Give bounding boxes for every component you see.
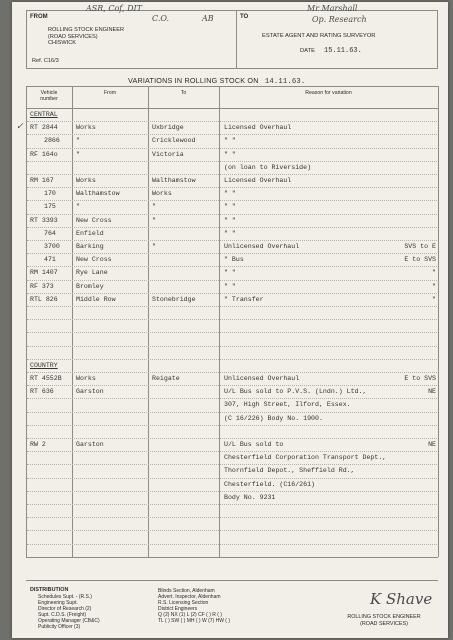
from-cell: New Cross xyxy=(76,256,112,264)
reason-cell: " " xyxy=(224,150,236,158)
reason-cell: 307, High Street, Ilford, Essex. xyxy=(224,401,351,409)
reason-cell: " " xyxy=(224,203,236,211)
table-row xyxy=(26,349,438,360)
table-row xyxy=(26,243,438,254)
table-row xyxy=(26,256,438,267)
from-cell: Works xyxy=(76,375,96,382)
table-row xyxy=(26,217,438,228)
table-row xyxy=(26,494,438,505)
table-row xyxy=(26,137,438,148)
table-row xyxy=(26,164,438,175)
column-header: Reason for variation xyxy=(305,90,352,96)
table-row xyxy=(26,111,438,122)
to-cell: Victoria xyxy=(152,150,184,158)
vehicle-number-cell: 3700 xyxy=(44,243,60,250)
from-line-1: ROLLING STOCK ENGINEER xyxy=(48,27,125,33)
vehicle-number-cell: 764 xyxy=(44,229,56,237)
reason-cell: " " xyxy=(224,190,236,198)
note-cell: E to SVS xyxy=(404,375,436,382)
dist-item: Director of Research (2) xyxy=(38,606,92,612)
reason-cell: " Transfer xyxy=(224,295,264,303)
vehicle-number-cell: 175 xyxy=(44,203,56,211)
handwritten-recipient: Mr Marshall xyxy=(307,4,358,13)
to-cell: Stonebridge xyxy=(152,295,196,303)
table-top-rule xyxy=(26,86,438,87)
from-cell: Garston xyxy=(76,388,104,396)
reason-cell: " " xyxy=(224,269,236,277)
from-cell: Bromley xyxy=(76,282,104,290)
from-cell: " xyxy=(76,137,80,145)
dist-item: District Engineers xyxy=(158,606,198,612)
from-cell: " xyxy=(76,203,80,211)
table-header-rule xyxy=(26,108,438,109)
sign-line-2: (ROAD SERVICES) xyxy=(360,620,408,627)
reason-cell: " Bus xyxy=(224,256,244,264)
table-row xyxy=(26,230,438,241)
vehicle-number-cell: RT 636 xyxy=(30,388,54,396)
to-cell: Cricklewood xyxy=(152,137,196,145)
dist-item: TL ( ) SW ( ) MH ( ) W (7) HW ( ) xyxy=(158,618,231,624)
table-row xyxy=(26,203,438,214)
reason-cell: (C 16/226) Body No. 1900. xyxy=(224,414,323,422)
table-row xyxy=(26,151,438,162)
note-cell: NE xyxy=(428,441,436,448)
header-divider xyxy=(236,10,237,69)
reason-cell: " " xyxy=(224,229,236,237)
table-row xyxy=(26,467,438,478)
from-cell: " xyxy=(76,150,80,158)
reason-cell: Unlicensed Overhaul xyxy=(224,243,300,250)
dist-item: Advert. Inspector, Aldenham xyxy=(158,594,221,600)
table-row xyxy=(26,335,438,346)
signature: K Shave xyxy=(370,590,433,608)
table-row xyxy=(26,533,438,544)
to-cell: Walthamstow xyxy=(152,177,196,184)
margin-tick-mark: ✓ xyxy=(16,122,24,133)
vehicle-number-cell: 2866 xyxy=(44,137,60,145)
reference: Ref. C16/3 xyxy=(32,58,59,64)
reason-cell: " " xyxy=(224,216,236,224)
vehicle-number-cell: RM 167 xyxy=(30,177,54,184)
dist-item: Schedules Supt. - (R.S.) xyxy=(38,594,92,600)
from-label: FROM xyxy=(30,14,48,20)
distribution-list-1 xyxy=(38,594,100,630)
vehicle-number-cell: RM 1407 xyxy=(30,269,58,277)
column-header: From xyxy=(103,90,117,96)
dist-item: R.S. Licensing Section xyxy=(158,600,209,606)
handwritten-cc: C.O. xyxy=(152,14,170,23)
to-cell: " xyxy=(152,203,156,211)
table-row xyxy=(26,441,438,452)
date-label: DATE xyxy=(300,48,316,54)
header-left-rule xyxy=(26,10,27,69)
table-row xyxy=(26,283,438,294)
from-cell: Middle Row xyxy=(76,295,116,303)
reason-cell: Body No. 9231 xyxy=(224,493,276,501)
to-cell: Uxbridge xyxy=(152,124,184,132)
handwritten-cc-2: AB xyxy=(202,14,214,23)
table-row xyxy=(26,415,438,426)
table-row xyxy=(26,520,438,531)
reason-cell: " " xyxy=(224,137,236,145)
table-row xyxy=(26,322,438,333)
from-line-2: (ROAD SERVICES) xyxy=(48,33,98,40)
table-row xyxy=(26,362,438,373)
distribution-label: DISTRIBUTION xyxy=(30,587,69,593)
vehicle-number-cell: 170 xyxy=(44,190,56,198)
reason-cell: U/L Bus sold to xyxy=(224,441,284,448)
header-right-rule xyxy=(437,10,438,69)
reason-cell: Licensed Overhaul xyxy=(224,124,292,132)
distribution-list-2 xyxy=(158,588,230,624)
dist-item: Publicity Officer (3) xyxy=(38,624,81,630)
table-row xyxy=(26,269,438,280)
dist-item: Engineering Supt. xyxy=(38,600,78,606)
note-cell: SVS to E xyxy=(404,243,436,250)
reason-cell: U/L Bus sold to P.V.S. (Lndn.) Ltd., xyxy=(224,388,367,396)
vehicle-number-cell: RF 164o xyxy=(30,150,58,158)
note-cell: " xyxy=(432,269,436,277)
table-row xyxy=(26,428,438,439)
from-cell: New Cross xyxy=(76,216,112,224)
vehicle-number-cell: RT 4552B xyxy=(30,375,62,382)
table-row xyxy=(26,124,438,135)
form-title-text: VARIATIONS IN ROLLING STOCK ON xyxy=(128,76,259,85)
vehicle-number-cell: RT 2844 xyxy=(30,124,58,132)
sign-line-1: ROLLING STOCK ENGINEER xyxy=(347,614,421,620)
table-column-rule xyxy=(438,86,439,557)
table-row xyxy=(26,481,438,492)
date-value: 15.11.63. xyxy=(324,47,362,55)
note-cell: " xyxy=(432,295,436,303)
from-address xyxy=(48,27,124,47)
vehicle-number-cell: RF 373 xyxy=(30,282,54,290)
header-bottom-rule xyxy=(26,68,438,69)
table-row xyxy=(26,388,438,399)
reason-cell: Chesterfield Corporation Transport Dept., xyxy=(224,454,387,462)
from-cell: Rye Lane xyxy=(76,269,108,277)
note-cell: E to SVS xyxy=(404,256,436,264)
reason-cell: Chesterfield. (C16/261) xyxy=(224,480,316,488)
to-cell: " xyxy=(152,216,156,224)
reason-cell: Thornfield Depot., Sheffield Rd., xyxy=(224,467,355,475)
from-cell: Garston xyxy=(76,441,104,448)
from-cell: Works xyxy=(76,124,96,132)
from-cell: Enfield xyxy=(76,229,104,237)
table-row xyxy=(26,177,438,188)
column-header: Vehicle number xyxy=(40,90,58,102)
note-cell: " xyxy=(432,282,436,290)
dist-item: Blinds Section, Aldenham xyxy=(158,588,215,594)
to-cell: Works xyxy=(152,190,172,198)
from-cell: Works xyxy=(76,177,96,184)
vehicle-number-cell: COUNTRY xyxy=(30,361,58,369)
from-cell: Walthamstow xyxy=(76,190,120,198)
signatory-title xyxy=(336,614,432,627)
table-row xyxy=(26,375,438,386)
to-label: TO xyxy=(240,14,249,20)
to-cell: " xyxy=(152,243,156,250)
table-row xyxy=(26,190,438,201)
table-row xyxy=(26,296,438,307)
form-title xyxy=(128,76,305,86)
vehicle-number-cell: RT 3393 xyxy=(30,216,58,224)
note-cell: NE xyxy=(428,388,436,396)
table-row xyxy=(26,507,438,518)
from-cell: Barking xyxy=(76,243,104,250)
to-title: ESTATE AGENT AND RATING SURVEYOR xyxy=(262,33,376,39)
reason-cell: (on loan to Riverside) xyxy=(224,163,312,171)
reason-cell: Licensed Overhaul xyxy=(224,177,292,184)
from-line-3: CHISWICK xyxy=(48,40,76,47)
vehicle-number-cell: RTL 826 xyxy=(30,295,58,303)
handwritten-op-research: Op. Research xyxy=(312,15,367,24)
footer-rule xyxy=(26,580,438,581)
form-title-date: 14.11.63. xyxy=(264,78,306,86)
reason-cell: " " xyxy=(224,282,236,290)
handwritten-initials: ASR, Cof, DIT xyxy=(86,4,142,13)
table-row xyxy=(26,454,438,465)
table-row xyxy=(26,309,438,320)
dist-item: Q (2) NX (1) L (2) CF ( ) R ( ) xyxy=(158,612,222,618)
dist-item: Operating Manager (CB&C) xyxy=(38,618,100,624)
variation-form-sheet xyxy=(12,2,448,638)
vehicle-number-cell: 471 xyxy=(44,256,56,264)
table-row xyxy=(26,547,438,558)
vehicle-number-cell: RW 2 xyxy=(30,441,46,448)
dist-item: Supt. C.D.S. (Freight) xyxy=(38,612,87,618)
to-cell: Reigate xyxy=(152,375,180,382)
reason-cell: Unlicensed Overhaul xyxy=(224,375,300,382)
table-row xyxy=(26,401,438,412)
column-header: To xyxy=(180,90,187,96)
vehicle-number-cell: CENTRAL xyxy=(30,111,58,118)
